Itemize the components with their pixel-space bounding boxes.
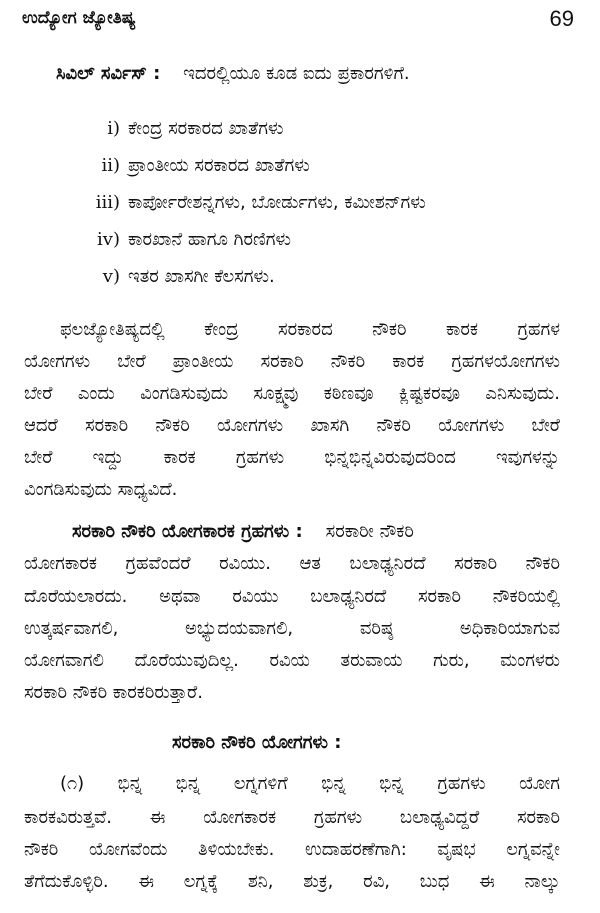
paragraph-line <box>72 520 560 544</box>
civil-service-heading: ಸಿವಿಲ್ ಸರ್ವಿಸ್ : <box>56 63 161 84</box>
paragraph-line: ಯೋಗವಾಗಲಿ ದೊರೆಯುವುದಿಲ್ಲ. ರವಿಯ ತರುವಾಯ ಗುರು, ಮಂಗಳರು <box>24 650 560 671</box>
list-item <box>82 117 283 141</box>
paragraph-line: ದೊರೆಯಲಾರದು. ಅಥವಾ ರವಿಯು ಬಲಾಢ್ಯನಿರದೆ ಸರಕಾರಿ ನೌಕರಿಯಲ್ಲಿ <box>24 586 560 607</box>
paragraph-line: ತೆಗೆದುಕೊಳ್ಳಿರಿ. ಈ ಲಗ್ನಕ್ಕೆ ಶನಿ, ಶುಕ್ರ, ರವಿ, ಬುಧ ಈ ನಾಲ್ಕು <box>24 871 560 892</box>
paragraph-line: ಯೋಗಗಳು ಬೇರೆ ಪ್ರಾಂತೀಯ ಸರಕಾರಿ ನೌಕರಿ ಕಾರಕ ಗ್ರಹಗಳಯೋಗಗಳು <box>24 351 560 372</box>
heading-rest: ಸರಕಾರೀ ನೌಕರಿ <box>325 521 414 542</box>
paragraph-line: ಬೇರೆ ಇದ್ದು ಕಾರಕ ಗ್ರಹಗಳು ಭಿನ್ನಭಿನ್ನವಿರುವುದರಿಂದ ಇವುಗಳನ್ನು <box>24 447 560 468</box>
list-item <box>82 265 275 289</box>
paragraph-line: ನೌಕರಿ ಯೋಗವೆಂದು ತಿಳಿಯಬೇಕು. ಉದಾಹರಣೆಗಾಗಿ: ವೃಷಭ ಲಗ್ನವನ್ನೇ <box>24 839 560 860</box>
running-title: ಉದ್ಯೋಗ ಜ್ಯೋತಿಷ್ಯ <box>22 8 136 28</box>
list-item <box>82 191 426 215</box>
paragraph-line: ವಿಂಗಡಿಸುವುದು ಸಾಧ್ಯವಿದೆ. <box>24 479 178 500</box>
list-item <box>82 154 310 178</box>
paragraph-line: ಫಲಜ್ಯೋತಿಷ್ಯದಲ್ಲಿ ಕೇಂದ್ರ ಸರಕಾರದ ನೌಕರಿ ಕಾರಕ ಗ್ರಹಗಳ <box>60 319 560 340</box>
list-text: ಕೇಂದ್ರ ಸರಕಾರದ ಖಾತೆಗಳು <box>128 118 284 139</box>
paragraph-line: (೧) ಭಿನ್ನ ಭಿನ್ನ ಲಗ್ನಗಳಿಗೆ ಭಿನ್ನ ಭಿನ್ನ ಗ್ರಹಗಳು ಯೋಗ <box>60 773 560 794</box>
list-item <box>82 228 291 252</box>
list-text: ಕಾರ್ಪೋರೇಶನ್ನಗಳು, ಬೋರ್ಡುಗಳು, ಕಮೀಶನ್‌ಗಳು <box>128 192 426 213</box>
paragraph-line: ಯೋಗಕಾರಕ ಗ್ರಹವೆಂದರೆ ರವಿಯು. ಆತ ಬಲಾಢ್ಯನಿರದೆ ಸರಕಾರಿ ನೌಕರಿ <box>24 553 560 574</box>
paragraph-line: ಕಾರಕವಿರುತ್ತವೆ. ಈ ಯೋಗಕಾರಕ ಗ್ರಹಗಳು ಬಲಾಢ್ಯವಿದ್ದರೆ ಸರಕಾರಿ <box>24 807 560 828</box>
list-number: iii) <box>95 192 120 213</box>
section-heading: ಸರಕಾರಿ ನೌಕರಿ ಯೋಗಕಾರಕ ಗ್ರಹಗಳು : <box>72 521 303 542</box>
civil-service-intro: ಇದರಲ್ಲಿಯೂ ಕೂಡ ಐದು ಪ್ರಕಾರಗಳಿಗೆ. <box>183 63 410 84</box>
paragraph-line: ಆದರೆ ಸರಕಾರಿ ನೌಕರಿ ಯೋಗಗಳು ಖಾಸಗಿ ನೌಕರಿ ಯೋಗಗಳು ಬೇರೆ <box>24 415 560 436</box>
list-number: v) <box>102 266 120 287</box>
paragraph-line: ಬೇರೆ ಎಂದು ವಿಂಗಡಿಸುವುದು ಸೂಕ್ಷ್ಮವು ಕಠಿಣವೂ ಕ್ಲಿಷ್ಟಕರವೂ ಎನಿಸುವುದು. <box>24 383 560 404</box>
paragraph-line: ಉತ್ಕರ್ಷವಾಗಲಿ, ಅಭ್ಯುದಯವಾಗಲಿ, ವರಿಷ್ಠ ಅಧಿಕಾರಿಯಾಗುವ <box>24 618 560 639</box>
list-number: i) <box>107 118 120 139</box>
page-number: 69 <box>549 6 574 31</box>
list-number: ii) <box>101 155 120 176</box>
list-text: ಇತರ ಖಾಸಗೀ ಕೆಲಸಗಳು. <box>128 266 275 287</box>
section-heading: ಸರಕಾರಿ ನೌಕರಿ ಯೋಗಗಳು : <box>172 732 342 753</box>
page-header <box>22 6 574 36</box>
civil-service-line <box>56 62 556 86</box>
list-number: iv) <box>97 229 120 250</box>
list-text: ಪ್ರಾಂತೀಯ ಸರಕಾರದ ಖಾತೆಗಳು <box>128 155 310 176</box>
paragraph-line: ಸರಕಾರಿ ನೌಕರಿ ಕಾರಕರಿರುತ್ತಾರೆ. <box>24 682 204 703</box>
list-text: ಕಾರಖಾನೆ ಹಾಗೂ ಗಿರಣಿಗಳು <box>128 229 292 250</box>
